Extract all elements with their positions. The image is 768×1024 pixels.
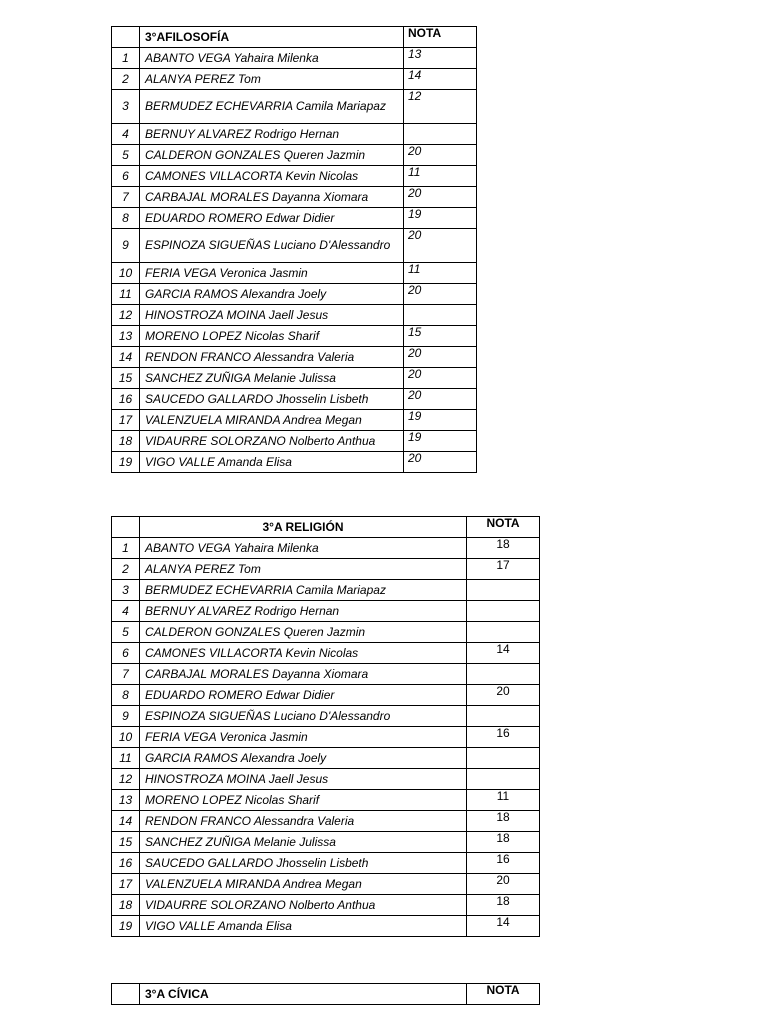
grade-cell: 12	[404, 90, 477, 124]
row-number: 17	[112, 874, 140, 895]
grade-cell	[467, 580, 540, 601]
row-number: 9	[112, 229, 140, 263]
table-row	[112, 748, 540, 769]
grade-cell	[404, 305, 477, 326]
table-row	[112, 685, 540, 706]
row-number: 12	[112, 769, 140, 790]
student-name: CAMONES VILLACORTA Kevin Nicolas	[140, 643, 467, 664]
grade-cell: 20	[404, 389, 477, 410]
row-number: 15	[112, 368, 140, 389]
student-name: HINOSTROZA MOINA Jaell Jesus	[140, 769, 467, 790]
row-number: 7	[112, 187, 140, 208]
row-number: 17	[112, 410, 140, 431]
table-row	[112, 347, 477, 368]
grade-cell: 11	[404, 166, 477, 187]
grade-cell: 16	[467, 727, 540, 748]
grade-cell: 20	[404, 368, 477, 389]
table-row	[112, 811, 540, 832]
table-row	[112, 874, 540, 895]
grade-cell: 14	[467, 643, 540, 664]
table-row	[112, 916, 540, 937]
table-row	[112, 643, 540, 664]
table-row	[112, 389, 477, 410]
table-row	[112, 208, 477, 229]
student-name: BERMUDEZ ECHEVARRIA Camila Mariapaz	[140, 90, 404, 124]
religion-grades-table	[111, 516, 540, 937]
row-number: 4	[112, 124, 140, 145]
row-number: 19	[112, 916, 140, 937]
row-number: 7	[112, 664, 140, 685]
grade-cell: 18	[467, 811, 540, 832]
student-name: BERNUY ALVAREZ Rodrigo Hernan	[140, 124, 404, 145]
row-number: 2	[112, 559, 140, 580]
row-number: 6	[112, 166, 140, 187]
table-title: 3°AFILOSOFÍA	[140, 27, 404, 48]
row-number: 1	[112, 48, 140, 69]
grade-cell: 18	[467, 538, 540, 559]
row-number: 13	[112, 790, 140, 811]
grade-cell: 20	[404, 284, 477, 305]
table-row	[112, 895, 540, 916]
student-name: SANCHEZ ZUÑIGA Melanie Julissa	[140, 368, 404, 389]
grade-cell	[467, 601, 540, 622]
student-name: CARBAJAL MORALES Dayanna Xiomara	[140, 187, 404, 208]
student-name: CARBAJAL MORALES Dayanna Xiomara	[140, 664, 467, 685]
student-name: CALDERON GONZALES Queren Jazmin	[140, 622, 467, 643]
row-number: 4	[112, 601, 140, 622]
table-row	[112, 90, 477, 124]
student-name: ESPINOZA SIGUEÑAS Luciano D'Alessandro	[140, 706, 467, 727]
grade-cell	[404, 124, 477, 145]
table-row	[112, 48, 477, 69]
grade-cell: 20	[404, 452, 477, 473]
table-row	[112, 124, 477, 145]
grade-cell: 17	[467, 559, 540, 580]
row-number: 3	[112, 580, 140, 601]
row-number: 11	[112, 748, 140, 769]
row-number: 14	[112, 811, 140, 832]
row-number: 11	[112, 284, 140, 305]
grade-cell: 20	[404, 145, 477, 166]
grade-cell: 18	[467, 895, 540, 916]
grade-cell: 19	[404, 208, 477, 229]
grade-cell: 11	[404, 263, 477, 284]
civica-grades-table	[111, 983, 540, 1005]
grade-cell: 20	[404, 229, 477, 263]
student-name: VALENZUELA MIRANDA Andrea Megan	[140, 874, 467, 895]
student-name: MORENO LOPEZ Nicolas Sharif	[140, 326, 404, 347]
student-name: HINOSTROZA MOINA Jaell Jesus	[140, 305, 404, 326]
table-header-row	[112, 27, 477, 48]
student-name: SANCHEZ ZUÑIGA Melanie Julissa	[140, 832, 467, 853]
table-row	[112, 368, 477, 389]
table-row	[112, 706, 540, 727]
row-number: 12	[112, 305, 140, 326]
table-row	[112, 853, 540, 874]
row-number: 16	[112, 853, 140, 874]
table-row	[112, 452, 477, 473]
table-header-row	[112, 517, 540, 538]
table-row	[112, 326, 477, 347]
student-name: SAUCEDO GALLARDO Jhosselin Lisbeth	[140, 389, 404, 410]
student-name: CALDERON GONZALES Queren Jazmin	[140, 145, 404, 166]
table-row	[112, 559, 540, 580]
student-name: ESPINOZA SIGUEÑAS Luciano D'Alessandro	[140, 229, 404, 263]
religion-table-body	[112, 538, 540, 937]
student-name: ABANTO VEGA Yahaira Milenka	[140, 48, 404, 69]
row-number: 18	[112, 431, 140, 452]
table-row	[112, 538, 540, 559]
row-number: 10	[112, 727, 140, 748]
student-name: ABANTO VEGA Yahaira Milenka	[140, 538, 467, 559]
index-header-cell	[112, 984, 140, 1005]
grade-cell: 18	[467, 832, 540, 853]
grade-cell: 20	[467, 685, 540, 706]
table-row	[112, 263, 477, 284]
row-number: 2	[112, 69, 140, 90]
student-name: EDUARDO ROMERO Edwar Didier	[140, 208, 404, 229]
student-name: VIGO VALLE Amanda Elisa	[140, 452, 404, 473]
grade-cell: 11	[467, 790, 540, 811]
student-name: VALENZUELA MIRANDA Andrea Megan	[140, 410, 404, 431]
row-number: 8	[112, 685, 140, 706]
grade-cell: 14	[404, 69, 477, 90]
table-row	[112, 229, 477, 263]
filosofia-table-body	[112, 48, 477, 473]
table-row	[112, 187, 477, 208]
student-name: FERIA VEGA Veronica Jasmin	[140, 263, 404, 284]
table-row	[112, 580, 540, 601]
student-name: MORENO LOPEZ Nicolas Sharif	[140, 790, 467, 811]
student-name: VIGO VALLE Amanda Elisa	[140, 916, 467, 937]
grade-column-header: NOTA	[467, 984, 540, 1005]
student-name: ALANYA PEREZ Tom	[140, 69, 404, 90]
table-row	[112, 664, 540, 685]
row-number: 9	[112, 706, 140, 727]
grade-cell	[467, 748, 540, 769]
table-header-row	[112, 984, 540, 1005]
table-title: 3°A CÍVICA	[140, 984, 467, 1005]
row-number: 8	[112, 208, 140, 229]
row-number: 15	[112, 832, 140, 853]
table-row	[112, 284, 477, 305]
grade-cell	[467, 769, 540, 790]
grade-cell	[467, 664, 540, 685]
row-number: 16	[112, 389, 140, 410]
table-row	[112, 305, 477, 326]
row-number: 3	[112, 90, 140, 124]
index-header-cell	[112, 27, 140, 48]
student-name: RENDON FRANCO Alessandra Valeria	[140, 347, 404, 368]
student-name: VIDAURRE SOLORZANO Nolberto Anthua	[140, 895, 467, 916]
student-name: EDUARDO ROMERO Edwar Didier	[140, 685, 467, 706]
student-name: BERNUY ALVAREZ Rodrigo Hernan	[140, 601, 467, 622]
student-name: BERMUDEZ ECHEVARRIA Camila Mariapaz	[140, 580, 467, 601]
grade-cell: 16	[467, 853, 540, 874]
table-row	[112, 410, 477, 431]
table-row	[112, 832, 540, 853]
grade-cell: 13	[404, 48, 477, 69]
table-row	[112, 69, 477, 90]
row-number: 14	[112, 347, 140, 368]
filosofia-grades-table	[111, 26, 477, 473]
student-name: GARCIA RAMOS Alexandra Joely	[140, 748, 467, 769]
table-row	[112, 145, 477, 166]
grade-cell: 20	[467, 874, 540, 895]
grade-cell	[467, 622, 540, 643]
grade-cell: 19	[404, 410, 477, 431]
table-row	[112, 166, 477, 187]
row-number: 13	[112, 326, 140, 347]
row-number: 19	[112, 452, 140, 473]
grade-cell	[467, 706, 540, 727]
table-row	[112, 431, 477, 452]
row-number: 6	[112, 643, 140, 664]
student-name: CAMONES VILLACORTA Kevin Nicolas	[140, 166, 404, 187]
student-name: GARCIA RAMOS Alexandra Joely	[140, 284, 404, 305]
student-name: FERIA VEGA Veronica Jasmin	[140, 727, 467, 748]
grade-cell: 20	[404, 187, 477, 208]
row-number: 5	[112, 622, 140, 643]
grade-column-header: NOTA	[404, 27, 477, 48]
table-row	[112, 769, 540, 790]
grade-cell: 14	[467, 916, 540, 937]
grade-cell: 20	[404, 347, 477, 368]
grade-cell: 15	[404, 326, 477, 347]
grade-cell: 19	[404, 431, 477, 452]
table-title: 3°A RELIGIÓN	[140, 517, 467, 538]
row-number: 18	[112, 895, 140, 916]
table-row	[112, 622, 540, 643]
table-row	[112, 727, 540, 748]
row-number: 5	[112, 145, 140, 166]
index-header-cell	[112, 517, 140, 538]
student-name: SAUCEDO GALLARDO Jhosselin Lisbeth	[140, 853, 467, 874]
table-row	[112, 790, 540, 811]
row-number: 10	[112, 263, 140, 284]
grade-column-header: NOTA	[467, 517, 540, 538]
row-number: 1	[112, 538, 140, 559]
student-name: RENDON FRANCO Alessandra Valeria	[140, 811, 467, 832]
table-row	[112, 601, 540, 622]
student-name: VIDAURRE SOLORZANO Nolberto Anthua	[140, 431, 404, 452]
student-name: ALANYA PEREZ Tom	[140, 559, 467, 580]
